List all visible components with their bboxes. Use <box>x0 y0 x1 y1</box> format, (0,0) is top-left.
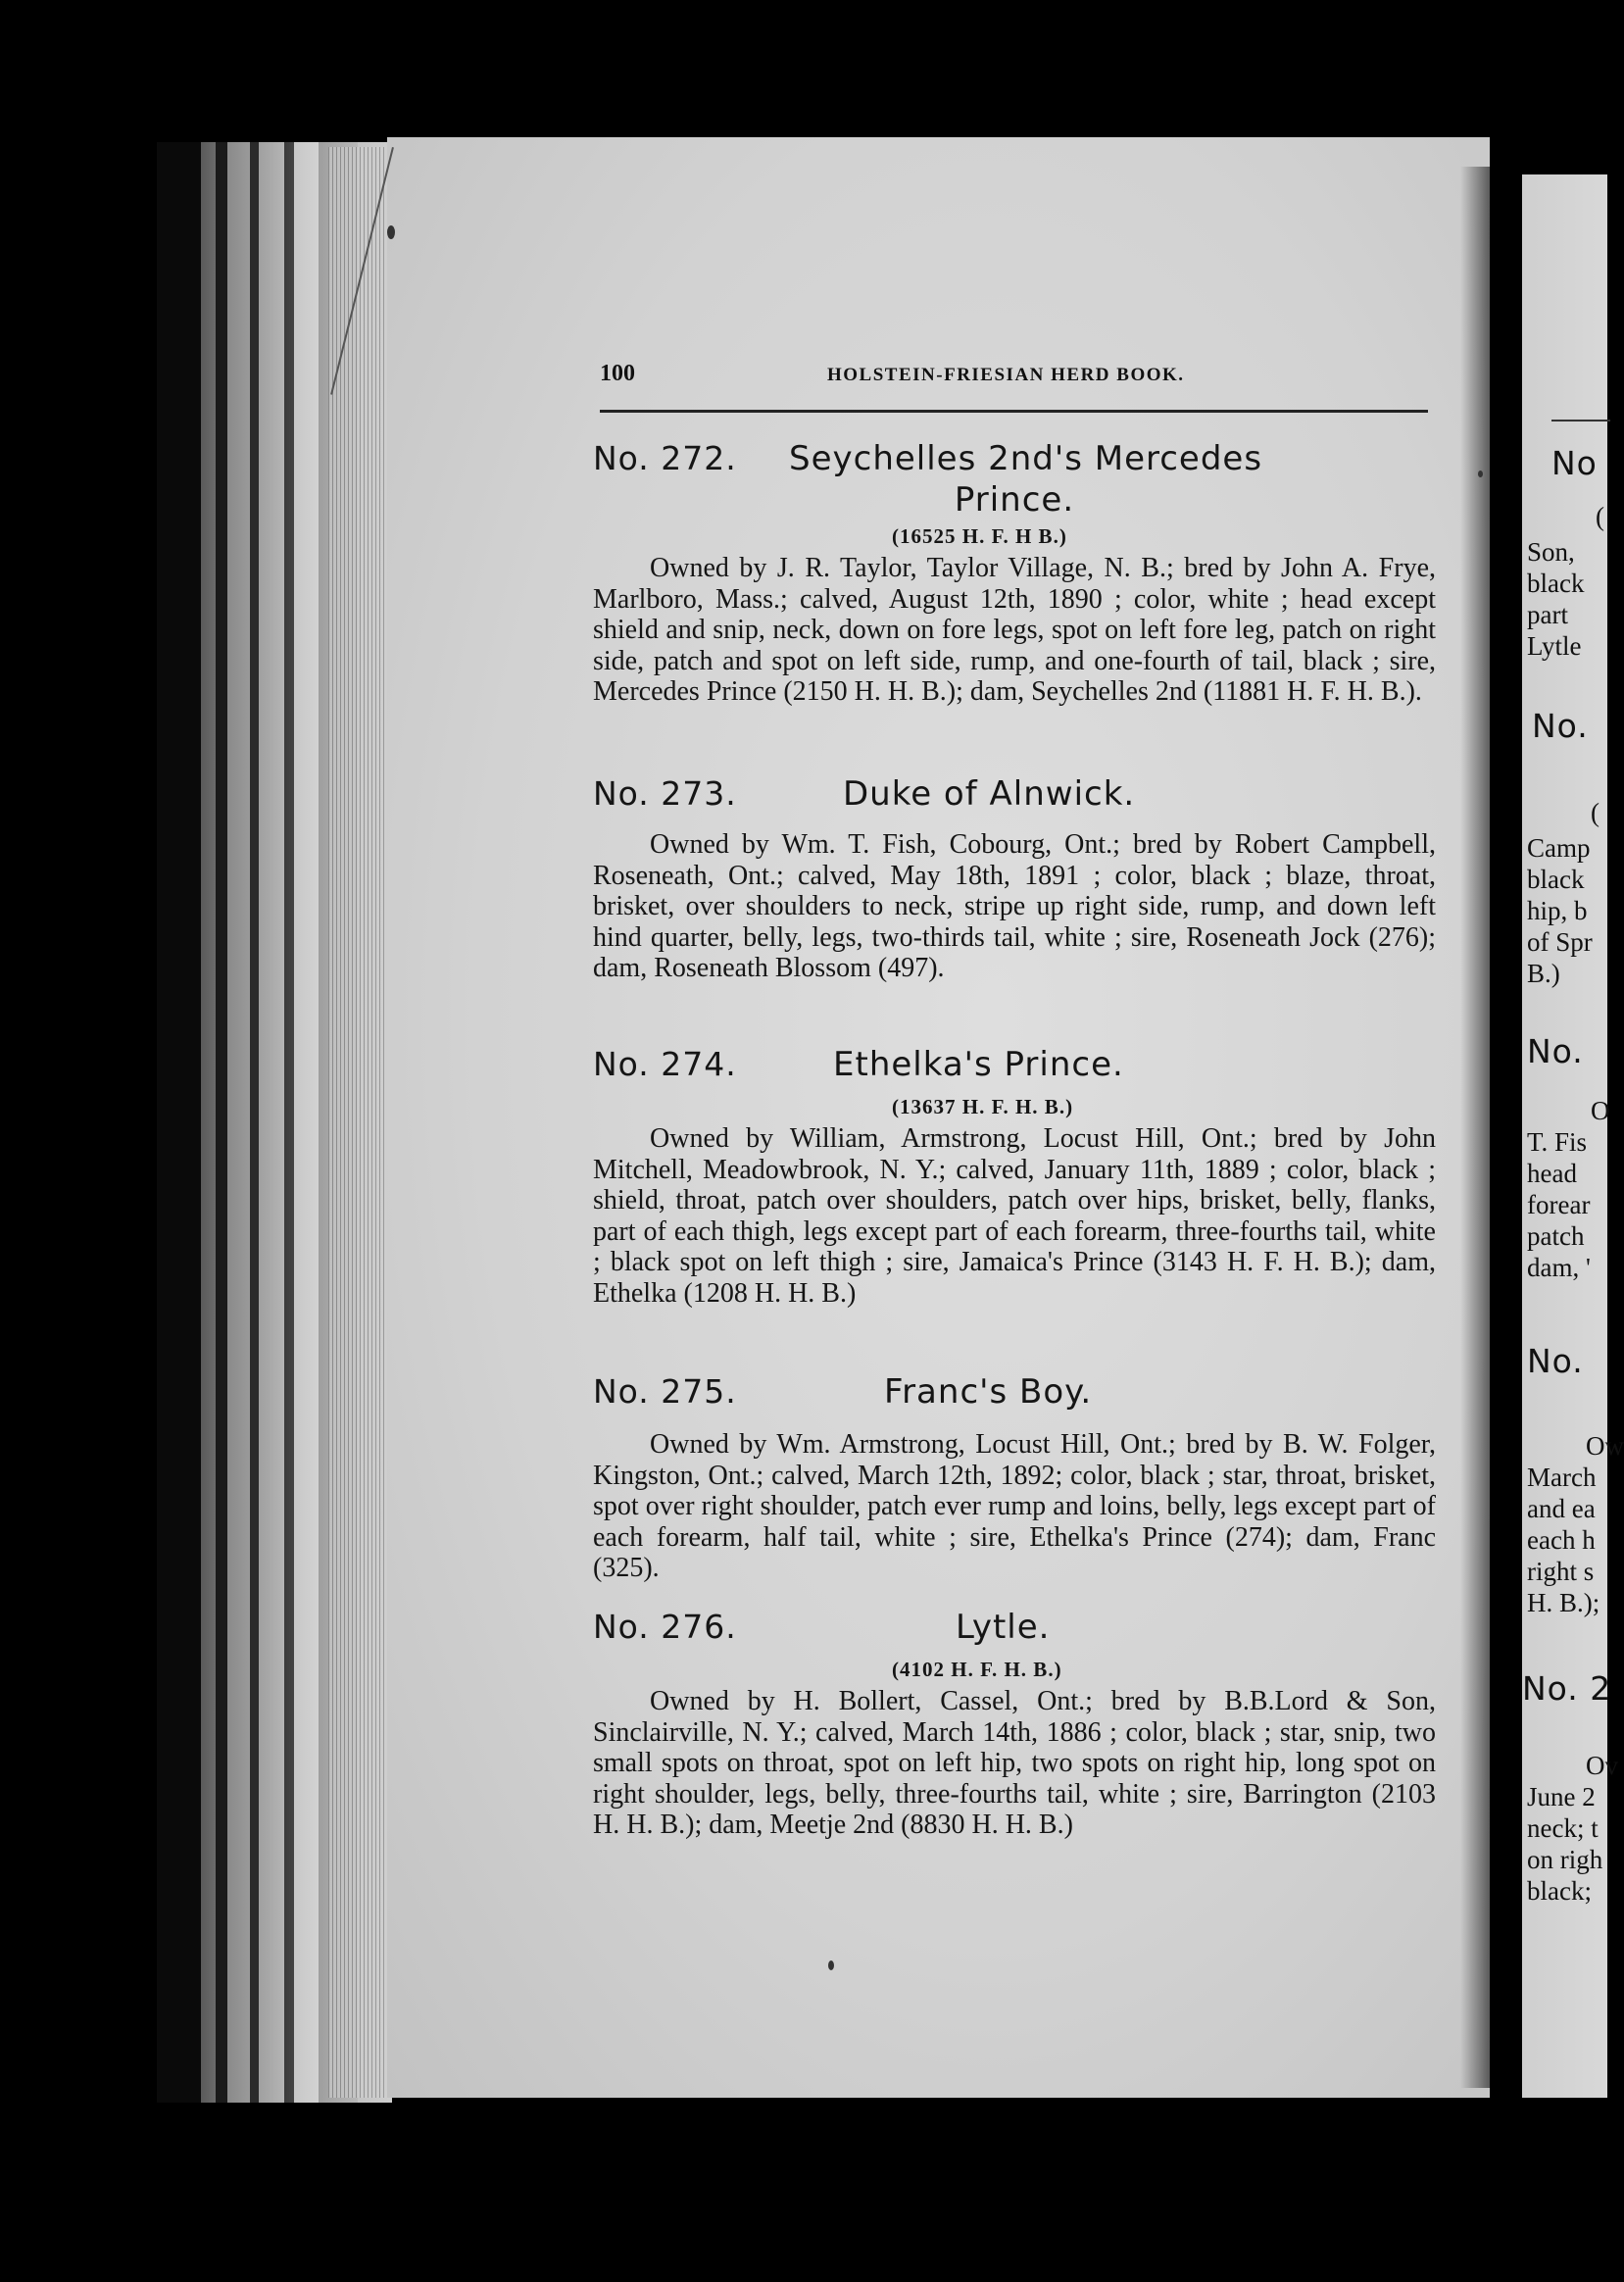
next-page-fragment: on righ <box>1527 1845 1603 1874</box>
ink-speck <box>387 225 395 239</box>
next-page-fragment: black <box>1527 865 1585 894</box>
ink-speck <box>828 1960 834 1970</box>
next-page-fragment: hip, b <box>1527 896 1588 925</box>
next-page-fragment: forear <box>1527 1190 1591 1219</box>
running-title: HOLSTEIN-FRIESIAN HERD BOOK. <box>827 365 1185 385</box>
next-page-fragment: each h <box>1527 1525 1596 1555</box>
next-page-fragment: of Spr <box>1527 927 1593 957</box>
entry-name: Ethelka's Prince. <box>833 1045 1124 1084</box>
entry-heading <box>593 1372 1436 1427</box>
page-edge-lines <box>328 147 387 2098</box>
gutter-shadow <box>1460 167 1490 2088</box>
next-page-fragment: O <box>1591 1096 1610 1125</box>
next-page-fragment: black; <box>1527 1876 1592 1906</box>
next-page-fragment: black <box>1527 569 1585 598</box>
ink-speck <box>1478 471 1483 477</box>
entry-description: Owned by H. Bollert, Cassel, Ont.; bred by B.B.Lord & Son, Sinclairville, N. Y.; calved, March 14th, 1886 ; color, black ; star, snip, two small spots on throat, spot on left hip, two spots on right hip, long spot on right shoulder, legs, belly, three-fourths tail, white ; sire, Barrington (2103 H. H. B.); dam, Meetje 2nd (8830 H. H. B.) <box>593 1686 1436 1840</box>
next-page-fragment: No <box>1551 444 1598 482</box>
entry-description: Owned by William, Armstrong, Locust Hill, Ont.; bred by John Mitchell, Meadowbrook, N. Y.; calved, January 11th, 1889 ; color, black ; shield, throat, patch over shoulders, patch over hips, brisket, belly, flanks, part of each thigh, legs except part of each forearm, three-fourths tail, white ; black spot on left thigh ; sire, Jamaica's Prince (3143 H. F. H. B.); dam, Ethelka (1208 H. H. B.) <box>593 1123 1436 1309</box>
entry-name-continued: Prince. <box>954 480 1075 520</box>
next-page-fragment: and ea <box>1527 1494 1596 1523</box>
entry-number: No. 276. <box>593 1608 737 1646</box>
next-page-sliver <box>1522 174 1624 2098</box>
entry-heading <box>593 1045 1436 1092</box>
next-page-header-rule <box>1551 420 1610 422</box>
entry-name: Duke of Alnwick. <box>843 774 1136 814</box>
entry-description: Owned by Wm. Armstrong, Locust Hill, Ont.; bred by B. W. Folger, Kingston, Ont.; calved, March 12th, 1892; color, black ; star, throat, brisket, spot over right shoulder, patch ever rump and loins, belly, legs except part of each forearm, half tail, white ; sire, Ethelka's Prince (274); dam, Franc (325). <box>593 1429 1436 1583</box>
next-page-fragment: ( <box>1591 798 1599 827</box>
next-page-fragment: Son, <box>1527 537 1575 567</box>
next-page-fragment: patch <box>1527 1221 1585 1251</box>
next-page-fragment: No. <box>1527 1032 1584 1070</box>
next-page-fragment: ( <box>1596 502 1604 531</box>
next-page-fragment: Ov <box>1586 1751 1618 1780</box>
next-page-fragment: T. Fis <box>1527 1127 1588 1157</box>
next-page-fragment: June 2 <box>1527 1782 1596 1811</box>
next-page-fragment: No. <box>1532 707 1589 745</box>
entry-number: No. 272. <box>593 439 737 477</box>
next-page-fragment: Ow <box>1586 1431 1624 1461</box>
next-page-fragment: part <box>1527 600 1568 629</box>
entry-number: No. 275. <box>593 1372 737 1411</box>
entry-number: No. 273. <box>593 774 737 813</box>
herd-book-reference: (13637 H. F. H. B.) <box>892 1095 1074 1118</box>
entry-number: No. 274. <box>593 1045 737 1083</box>
next-page-fragment: No. <box>1527 1342 1584 1380</box>
entry-272 <box>593 439 1436 708</box>
entry-description: Owned by J. R. Taylor, Taylor Village, N. B.; bred by John A. Frye, Marlboro, Mass.; calved, August 12th, 1890 ; color, white ; head except shield and snip, neck, down on fore legs, spot on left fore leg, patch on right side, patch and spot on left side, rump, and one-fourth of tail, black ; sire, Mercedes Prince (2150 H. H. B.); dam, Seychelles 2nd (11881 H. F. H. B.). <box>593 553 1436 707</box>
entry-name: Seychelles 2nd's Mercedes <box>789 439 1263 478</box>
entry-273 <box>593 774 1436 984</box>
page-number: 100 <box>600 361 635 386</box>
next-page-fragment: B.) <box>1527 959 1560 988</box>
next-page-fragment: dam, ' <box>1527 1253 1591 1282</box>
entry-name: Franc's Boy. <box>884 1372 1093 1412</box>
next-page-fragment: H. B.); <box>1527 1588 1600 1617</box>
entry-275 <box>593 1372 1436 1584</box>
next-page-fragment: head <box>1527 1159 1577 1188</box>
entry-heading <box>593 1608 1436 1655</box>
herd-book-reference: (4102 H. F. H. B.) <box>892 1658 1062 1681</box>
next-page-fragment: Camp <box>1527 833 1591 863</box>
entry-heading <box>593 439 1436 486</box>
entry-274 <box>593 1045 1436 1309</box>
next-page-fragment: right s <box>1527 1557 1595 1586</box>
next-page-fragment: No. 2 <box>1522 1669 1612 1708</box>
entry-name: Lytle. <box>956 1608 1051 1647</box>
next-page-fragment: neck; t <box>1527 1813 1599 1843</box>
next-page-fragment: March <box>1527 1463 1597 1492</box>
entry-heading <box>593 774 1436 827</box>
entry-description: Owned by Wm. T. Fish, Cobourg, Ont.; bred by Robert Campbell, Roseneath, Ont.; calved, May 18th, 1891 ; color, black ; blaze, throat, brisket, over shoulders to neck, stripe up right side, rump, and down left hind quarter, belly, legs, two-thirds tail, white ; sire, Roseneath Jock (276); dam, Roseneath Blossom (497). <box>593 829 1436 983</box>
herd-book-reference: (16525 H. F. H B.) <box>892 524 1067 548</box>
header-rule <box>600 410 1428 413</box>
entry-276 <box>593 1608 1436 1841</box>
next-page-fragment: Lytle <box>1527 631 1582 661</box>
